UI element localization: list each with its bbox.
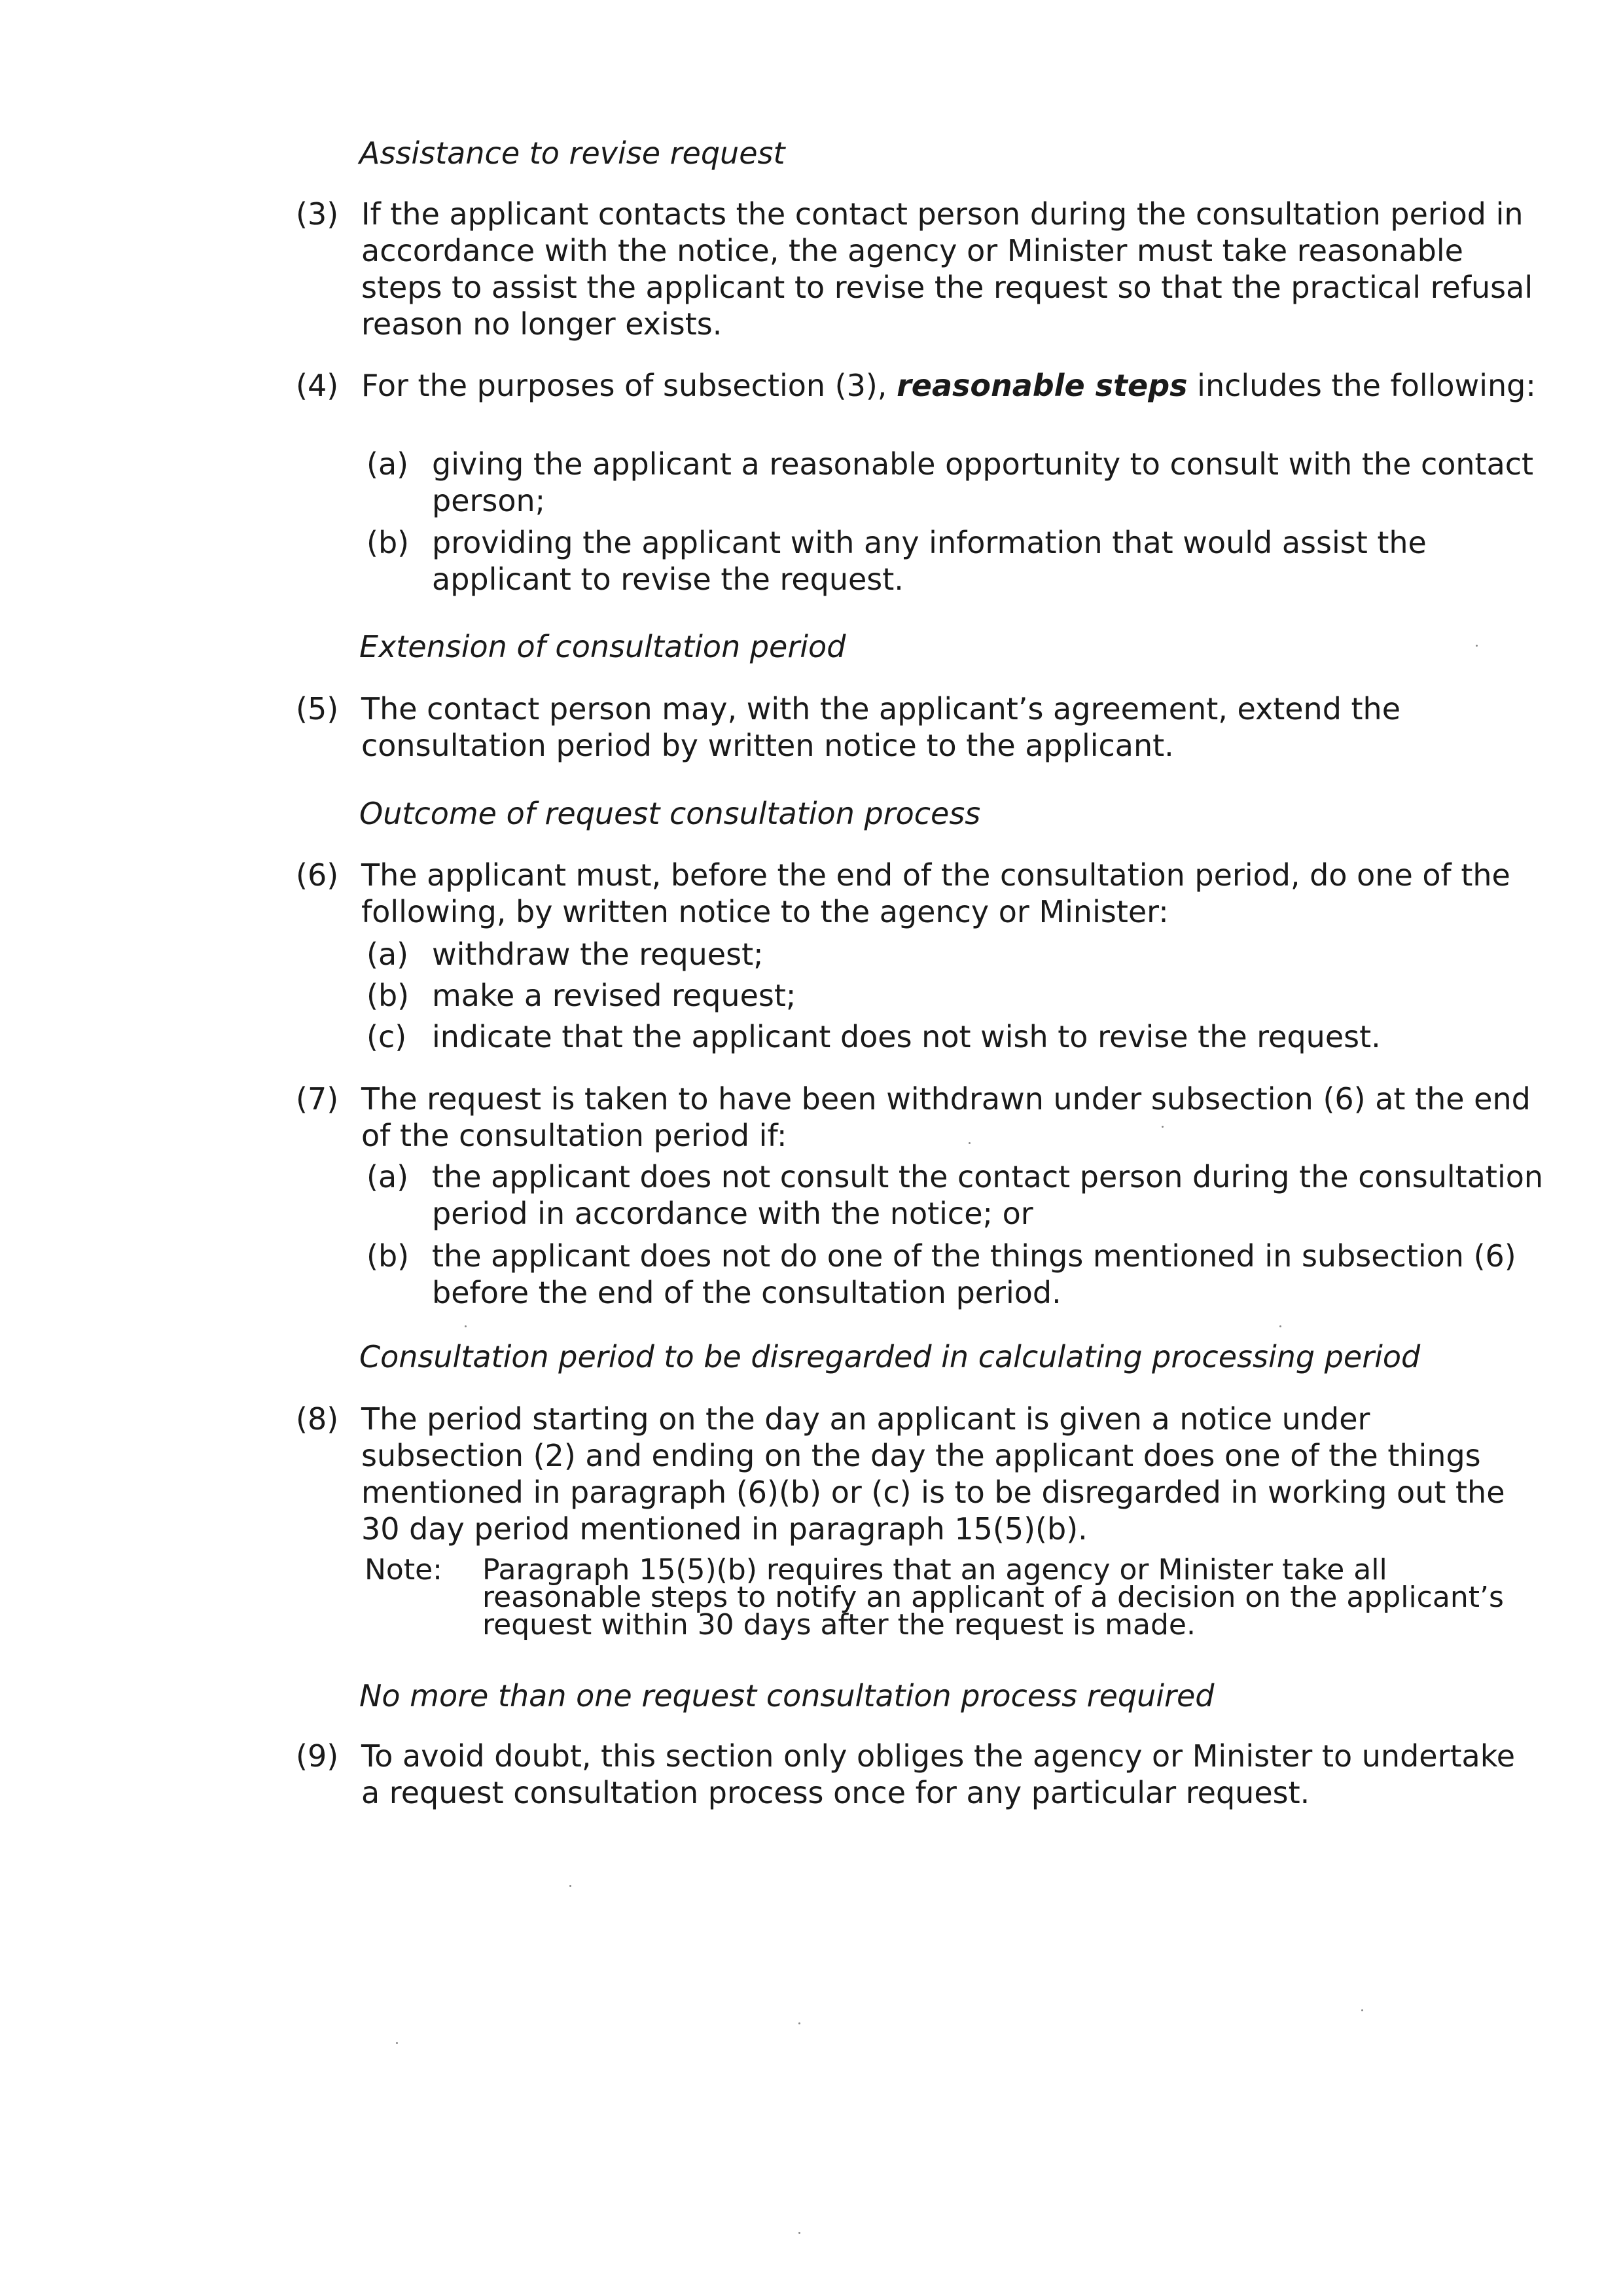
section-heading: Consultation period to be disregarded in calculating processing period — [359, 1339, 1421, 1374]
subsection-number: (5) — [296, 691, 339, 726]
paragraph-6a — [366, 936, 1544, 973]
paragraph-text: the applicant does not do one of the things mentioned in subsection (6) before the end of the consultation period. — [432, 1238, 1516, 1310]
scan-speck — [396, 2042, 398, 2044]
subsection-text: For the purposes of subsection (3), reasonable steps includes the following: — [361, 368, 1536, 403]
paragraph-label: (a) — [366, 1159, 409, 1194]
scan-speck — [969, 1142, 971, 1144]
scan-speck — [1361, 2009, 1363, 2011]
section-heading: Outcome of request consultation process — [359, 796, 981, 831]
scan-speck — [1279, 1325, 1281, 1327]
paragraph-label: (b) — [366, 1238, 410, 1274]
scan-speck — [569, 1885, 571, 1887]
subsection-number: (6) — [296, 857, 339, 893]
subsection-text: The applicant must, before the end of the consultation period, do one of the following, by written notice to the agency or Minister: — [361, 857, 1510, 929]
subsection-5 — [296, 691, 1539, 764]
paragraph-7a — [366, 1158, 1544, 1232]
subsection-number: (7) — [296, 1081, 339, 1117]
paragraph-4a — [366, 446, 1544, 519]
section-heading: Extension of consultation period — [359, 629, 846, 664]
subsection-number: (9) — [296, 1738, 339, 1774]
defined-term: reasonable steps — [897, 368, 1188, 403]
subsection-3 — [296, 196, 1539, 342]
subsection-text: The period starting on the day an applicant is given a notice under subsection (2) and ending on the day the applicant does one of the things mentioned in paragraph (6)(b) or (c) is to be disregarded in working out the 30 day period mentioned in paragraph 15(5)(b). — [361, 1401, 1505, 1547]
subsection-7 — [296, 1081, 1539, 1154]
subsection-text: The request is taken to have been withdrawn under subsection (6) at the end of the consultation period if: — [361, 1081, 1531, 1153]
paragraph-6b — [366, 977, 1544, 1014]
scan-speck — [465, 1325, 467, 1327]
scan-speck — [798, 2022, 800, 2024]
section-heading: No more than one request consultation process required — [359, 1678, 1215, 1713]
paragraph-text: make a revised request; — [432, 978, 796, 1013]
note — [365, 1553, 1549, 1641]
paragraph-7b — [366, 1238, 1544, 1311]
subsection-text: The contact person may, with the applicant’s agreement, extend the consultation period by written notice to the applicant. — [361, 691, 1401, 763]
paragraph-label: (b) — [366, 978, 410, 1013]
scan-speck — [1162, 1126, 1164, 1128]
subsection-4 — [296, 367, 1539, 404]
section-heading: Assistance to revise request — [359, 135, 785, 171]
paragraph-text: indicate that the applicant does not wish to revise the request. — [432, 1019, 1381, 1054]
subsection-number: (8) — [296, 1401, 339, 1437]
paragraph-label: (c) — [366, 1019, 407, 1054]
subsection-9 — [296, 1738, 1539, 1811]
paragraph-6c — [366, 1018, 1544, 1055]
scan-speck — [1476, 645, 1478, 647]
paragraph-4b — [366, 524, 1544, 598]
paragraph-label: (a) — [366, 937, 409, 972]
paragraph-text: giving the applicant a reasonable opportunity to consult with the contact person; — [432, 446, 1534, 518]
scan-speck — [798, 2232, 800, 2234]
subsection-number: (3) — [296, 196, 339, 232]
subsection-number: (4) — [296, 368, 339, 403]
paragraph-label: (a) — [366, 446, 409, 482]
subsection-text: If the applicant contacts the contact person during the consultation period in accordance with the notice, the agency or Minister must take reasonable steps to assist the applicant to revise the request so that the practical refusal reason no longer exists. — [361, 196, 1533, 342]
subsection-6 — [296, 857, 1539, 930]
subsection-8 — [296, 1401, 1539, 1547]
note-label: Note: — [365, 1553, 442, 1587]
paragraph-text: the applicant does not consult the contact person during the consultation period in accordance with the notice; or — [432, 1159, 1544, 1231]
note-text: Paragraph 15(5)(b) requires that an agency or Minister take all reasonable steps to notify an applicant of a decision on the applicant’s request within 30 days after the request is made. — [482, 1553, 1504, 1641]
subsection-text: To avoid doubt, this section only obliges the agency or Minister to undertake a request consultation process once for any particular request. — [361, 1738, 1516, 1810]
paragraph-text: providing the applicant with any information that would assist the applicant to revise the request. — [432, 525, 1427, 597]
paragraph-label: (b) — [366, 525, 410, 560]
paragraph-text: withdraw the request; — [432, 937, 764, 972]
